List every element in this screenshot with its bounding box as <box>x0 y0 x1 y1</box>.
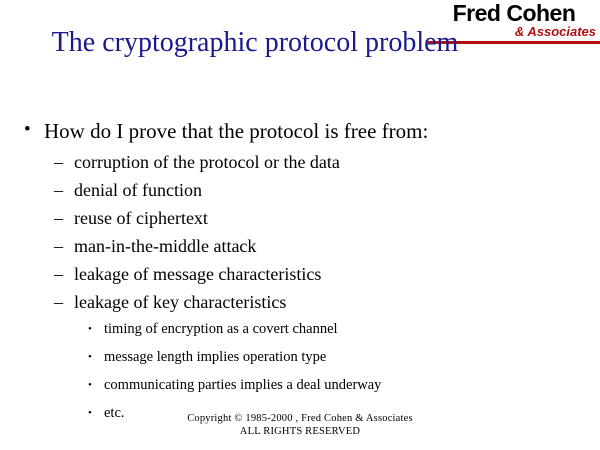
list-item-text: man-in-the-middle attack <box>74 236 257 256</box>
brand-name: Fred Cohen <box>452 0 576 26</box>
list-item <box>54 234 600 259</box>
slide-title: The cryptographic protocol problem <box>51 27 459 58</box>
bullet-glyph-level2: – <box>54 236 63 256</box>
bullet-glyph-level2: – <box>54 180 63 200</box>
list-item-text: timing of encryption as a covert channel <box>104 321 338 337</box>
bullet-glyph-level3: • <box>88 351 92 363</box>
rights-text: ALL RIGHTS RESERVED <box>239 426 361 437</box>
list-item-text: communicating parties implies a deal underway <box>104 377 382 393</box>
slide-body <box>0 118 600 430</box>
list-item-text: leakage of message characteristics <box>74 264 322 284</box>
list-item <box>54 206 600 231</box>
brand-subtitle: & Associates <box>514 24 596 39</box>
bullet-glyph-level1: • <box>24 119 31 140</box>
list-item-text: reuse of ciphertext <box>74 208 208 228</box>
list-item-text: etc. <box>104 405 125 421</box>
list-item <box>54 290 600 315</box>
bullet-glyph-level2: – <box>54 208 63 228</box>
bullet-level1 <box>22 118 600 144</box>
list-item <box>86 346 600 368</box>
list-item <box>54 178 600 203</box>
bullet-glyph-level3: • <box>88 407 92 419</box>
list-item <box>54 262 600 287</box>
list-item-text: denial of function <box>74 180 202 200</box>
list-item-text: message length implies operation type <box>104 349 327 365</box>
bullet-glyph-level3: • <box>88 379 92 391</box>
list-item <box>86 318 600 340</box>
copyright-text: Copyright © 1985-2000 , Fred Cohen & Associates <box>187 413 413 424</box>
bullet-glyph-level2: – <box>54 264 63 284</box>
list-item-text: leakage of key characteristics <box>74 292 287 312</box>
list-item <box>54 150 600 175</box>
bullet-glyph-level2: – <box>54 152 63 172</box>
bullet-level1-text: How do I prove that the protocol is free from: <box>44 119 429 143</box>
list-item-text: corruption of the protocol or the data <box>74 152 340 172</box>
list-item <box>86 374 600 396</box>
bullet-glyph-level3: • <box>88 323 92 335</box>
bullet-glyph-level2: – <box>54 292 63 312</box>
footer <box>0 412 600 438</box>
